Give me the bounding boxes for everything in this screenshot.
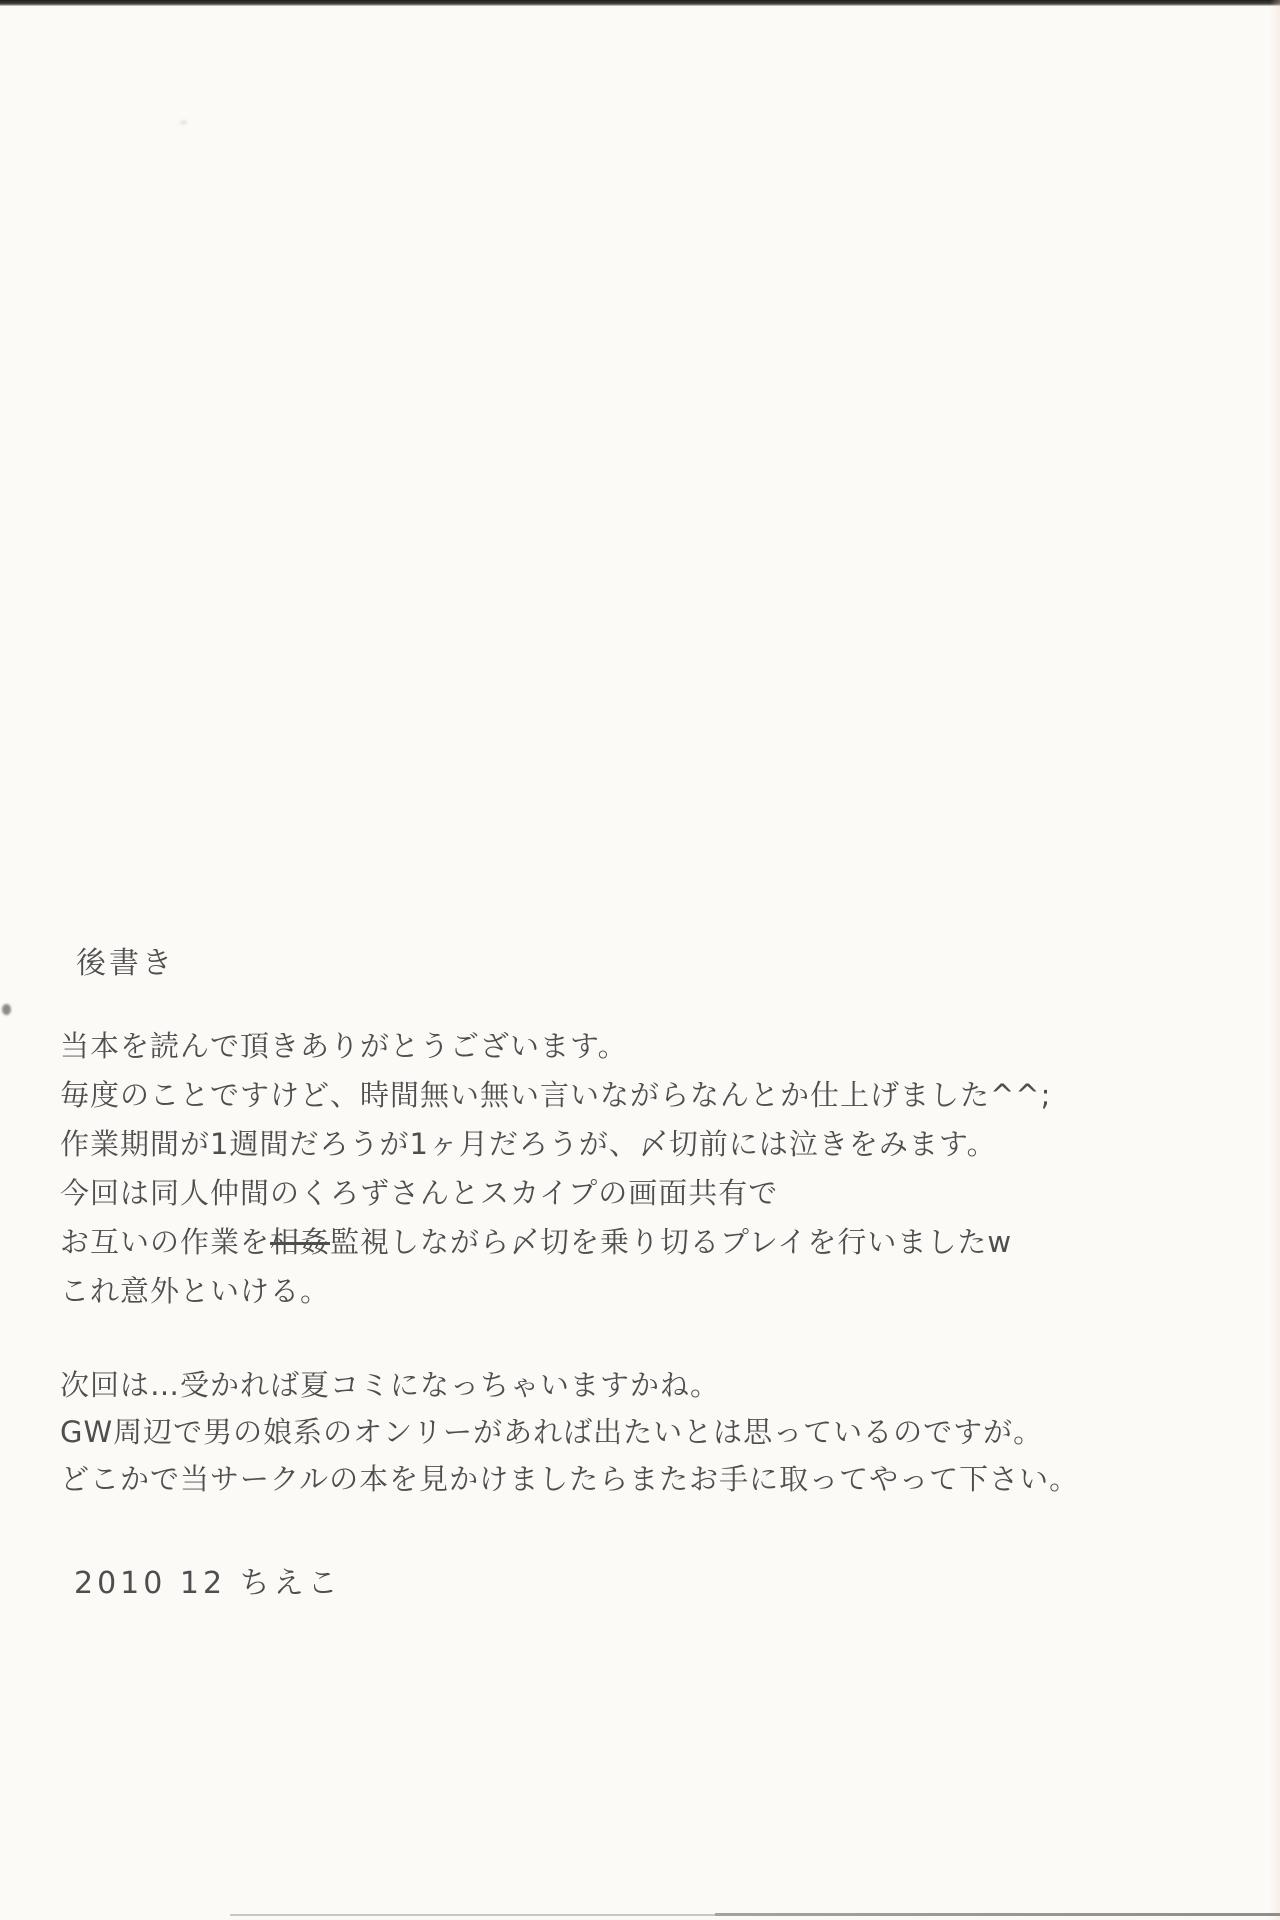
scan-speck-left <box>2 1004 11 1015</box>
afterword-paragraph-2 <box>60 1362 1079 1503</box>
scan-edge-top <box>0 0 1280 6</box>
scan-edge-bottom-light <box>230 1914 720 1916</box>
para1-line-monitoring-pre: お互いの作業を <box>60 1225 271 1259</box>
afterword-heading: 後書き <box>76 946 175 981</box>
para2-line-pick-up: どこかで当サークルの本を見かけましたらまたお手に取ってやって下さい。 <box>60 1462 1080 1496</box>
para1-line-monitoring <box>60 1218 1051 1267</box>
para1-line-skype: 今回は同人仲間のくろずさんとスカイプの画面共有で <box>60 1176 779 1210</box>
para2-line-gw-event: GW周辺で男の娘系のオンリーがあれば出たいとは思っているのですが。 <box>60 1415 1044 1449</box>
para1-line-it-works: これ意外といける。 <box>60 1274 331 1308</box>
para1-line-thanks: 当本を読んで頂きありがとうございます。 <box>60 1029 628 1063</box>
para1-line-deadline: 作業期間が1週間だろうが1ヶ月だろうが、〆切前には泣きをみます。 <box>60 1127 997 1161</box>
date-signature: 2010 12 ちえこ <box>74 1566 342 1601</box>
para1-line-no-time: 毎度のことですけど、時間無い無い言いながらなんとか仕上げました^^; <box>60 1078 1052 1112</box>
para1-line-monitoring-post: 監視しながら〆切を乗り切るプレイを行いましたw <box>330 1225 1013 1259</box>
scan-edge-bottom-dark <box>715 1913 1280 1916</box>
scan-edge-right-tint <box>1270 0 1280 1920</box>
afterword-paragraph-1 <box>60 1022 1051 1316</box>
para2-line-next-time: 次回は…受かれば夏コミになっちゃいますかね。 <box>60 1368 721 1402</box>
para1-line-monitoring-strikethrough: 相姦 <box>270 1225 331 1259</box>
scan-speck-faint <box>180 120 187 125</box>
